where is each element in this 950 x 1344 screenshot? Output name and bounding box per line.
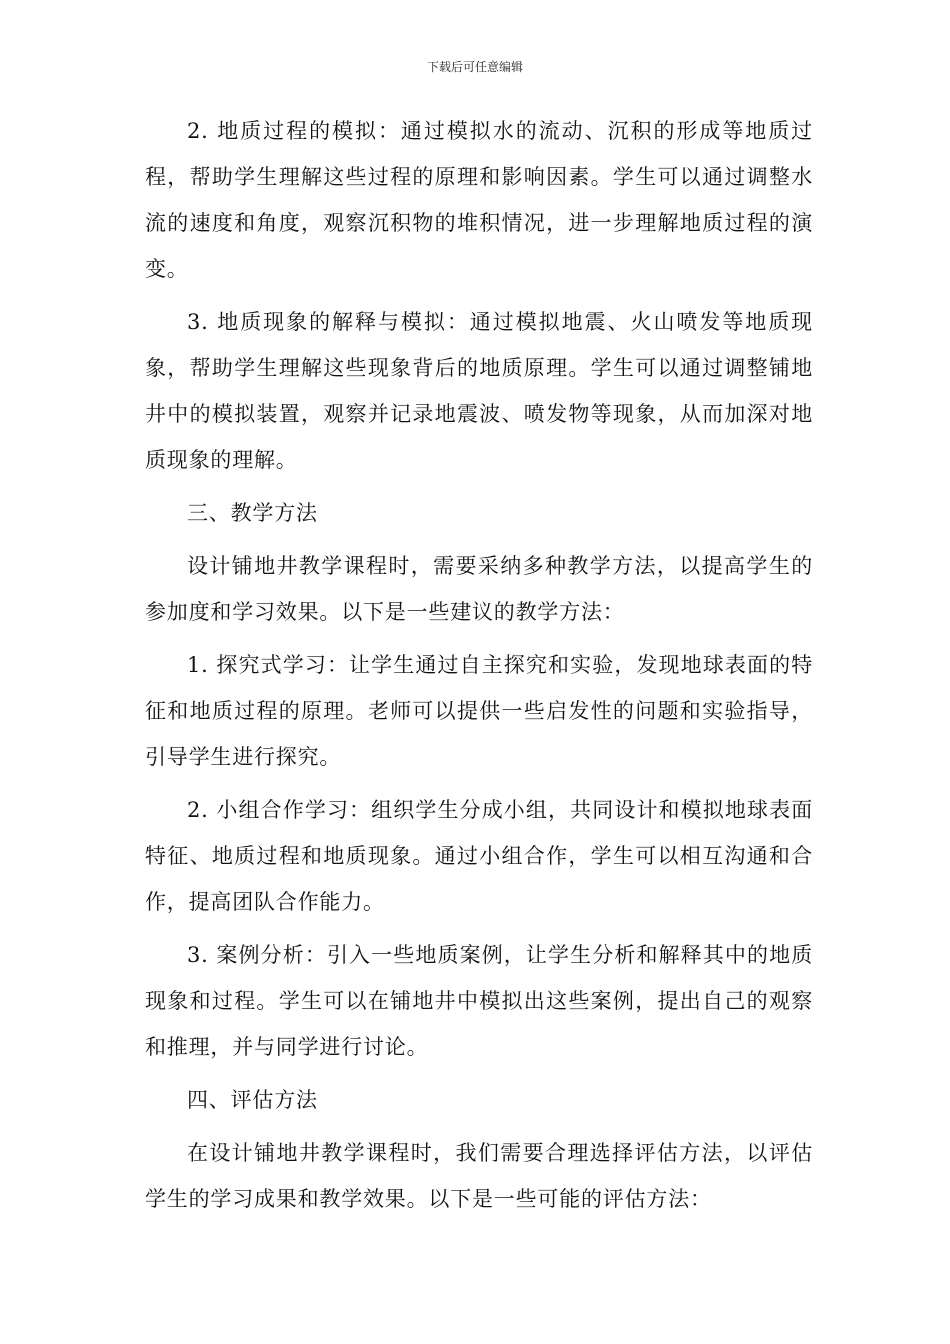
- section-heading-teaching-methods: 三、教学方法: [187, 501, 318, 525]
- section-heading-assessment-methods: 四、评估方法: [187, 1088, 318, 1112]
- paragraph-geologic-process-simulation: 2. 地质过程的模拟：通过模拟水的流动、沉积的形成等地质过程，帮助学生理解这些过程的原理和影响因素。学生可以通过调整水流的速度和角度，观察沉积物的堆积情况，进一步理解地质过程的演变。: [145, 119, 813, 281]
- paragraph-case-analysis: 3. 案例分析：引入一些地质案例，让学生分析和解释其中的地质现象和过程。学生可以在铺地井中模拟出这些案例，提出自己的观察和推理，并与同学进行讨论。: [145, 943, 813, 1059]
- paragraph-assessment-intro: 在设计铺地井教学课程时，我们需要合理选择评估方法，以评估学生的学习成果和教学效果。以下是一些可能的评估方法：: [145, 1141, 813, 1211]
- paragraph-inquiry-learning: 1. 探究式学习：让学生通过自主探究和实验，发现地球表面的特征和地质过程的原理。老师可以提供一些启发性的问题和实验指导，引导学生进行探究。: [145, 653, 813, 769]
- document-body: [145, 108, 813, 1229]
- paragraph-teaching-intro: 设计铺地井教学课程时，需要采纳多种教学方法，以提高学生的参加度和学习效果。以下是一些建议的教学方法：: [145, 554, 813, 624]
- paragraph-group-learning: 2. 小组合作学习：组织学生分成小组，共同设计和模拟地球表面特征、地质过程和地质现象。通过小组合作，学生可以相互沟通和合作，提高团队合作能力。: [145, 798, 813, 914]
- page-header: 下载后可任意编辑: [426, 60, 523, 74]
- paragraph-geologic-phenomena: 3. 地质现象的解释与模拟：通过模拟地震、火山喷发等地质现象，帮助学生理解这些现象背后的地质原理。学生可以通过调整铺地井中的模拟装置，观察并记录地震波、喷发物等现象，从而加深对地质现象的理解。: [145, 310, 813, 472]
